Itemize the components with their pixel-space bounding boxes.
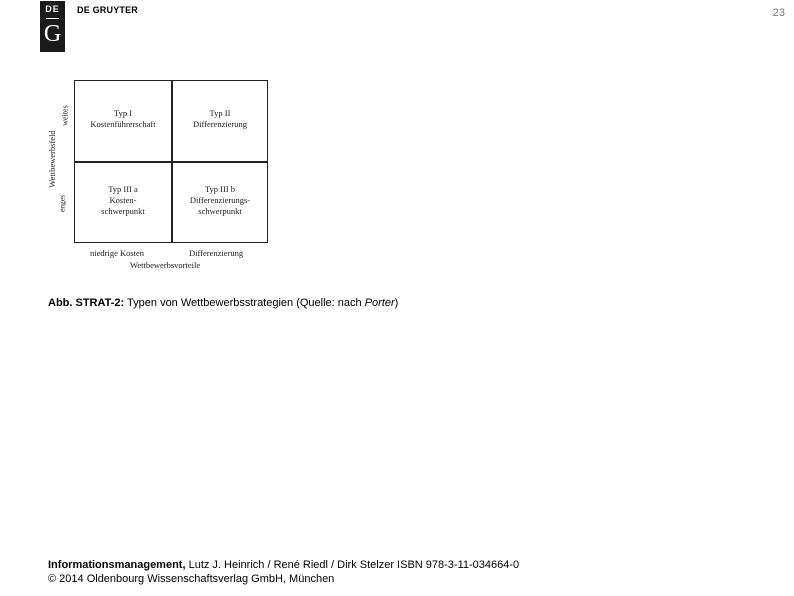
cell-text: Kostenführerschaft bbox=[90, 119, 156, 129]
y-label-weites: weites bbox=[60, 105, 70, 126]
logo-de: DE bbox=[45, 4, 60, 14]
x-axis-title: Wettbewerbsvorteile bbox=[130, 260, 201, 270]
footer-citation bbox=[48, 558, 519, 572]
strategy-matrix bbox=[74, 80, 268, 243]
logo-letter: G bbox=[43, 21, 62, 47]
footer bbox=[48, 558, 519, 586]
page-number: 23 bbox=[772, 7, 785, 19]
publisher-name: DE GRUYTER bbox=[77, 5, 139, 15]
cell-text: Kosten- bbox=[109, 195, 137, 205]
cell-text: Differenzierung bbox=[192, 119, 248, 129]
matrix-cell-typ-2 bbox=[172, 108, 268, 130]
cell-text: Differenzierungs- bbox=[189, 195, 251, 205]
matrix-cell-typ-3b bbox=[172, 184, 268, 217]
y-label-enges: enges bbox=[57, 194, 67, 213]
matrix-cell-typ-3a bbox=[75, 184, 171, 217]
de-gruyter-logo bbox=[40, 1, 65, 52]
footer-authors: Lutz J. Heinrich / René Riedl / Dirk Stelzer ISBN 978-3-11-034664-0 bbox=[185, 559, 520, 571]
cell-title: Typ I bbox=[113, 108, 133, 118]
footer-title: Informationsmanagement, bbox=[48, 559, 186, 571]
x-label-niedrige-kosten: niedrige Kosten bbox=[90, 248, 145, 258]
caption-italic: Porter bbox=[364, 297, 395, 309]
caption-end: ) bbox=[394, 297, 399, 309]
figure-caption bbox=[48, 297, 398, 309]
cell-text-2: schwerpunkt bbox=[198, 206, 242, 216]
caption-text: Typen von Wettbewerbsstrategien (Quelle: nach bbox=[124, 297, 365, 309]
caption-label: Abb. STRAT-2: bbox=[48, 297, 125, 309]
cell-title: Typ III a bbox=[108, 184, 138, 194]
matrix-cell-typ-1 bbox=[75, 108, 171, 130]
footer-copyright: © 2014 Oldenbourg Wissenschaftsverlag GmbH, München bbox=[48, 573, 335, 585]
matrix-horizontal-divider bbox=[75, 161, 267, 163]
cell-title: Typ III b bbox=[204, 184, 236, 194]
y-axis-title: Wettbewerbsfeld bbox=[47, 130, 57, 188]
cell-title: Typ II bbox=[209, 108, 231, 118]
cell-text-2: schwerpunkt bbox=[101, 206, 145, 216]
x-label-differenzierung: Differenzierung bbox=[189, 248, 244, 258]
